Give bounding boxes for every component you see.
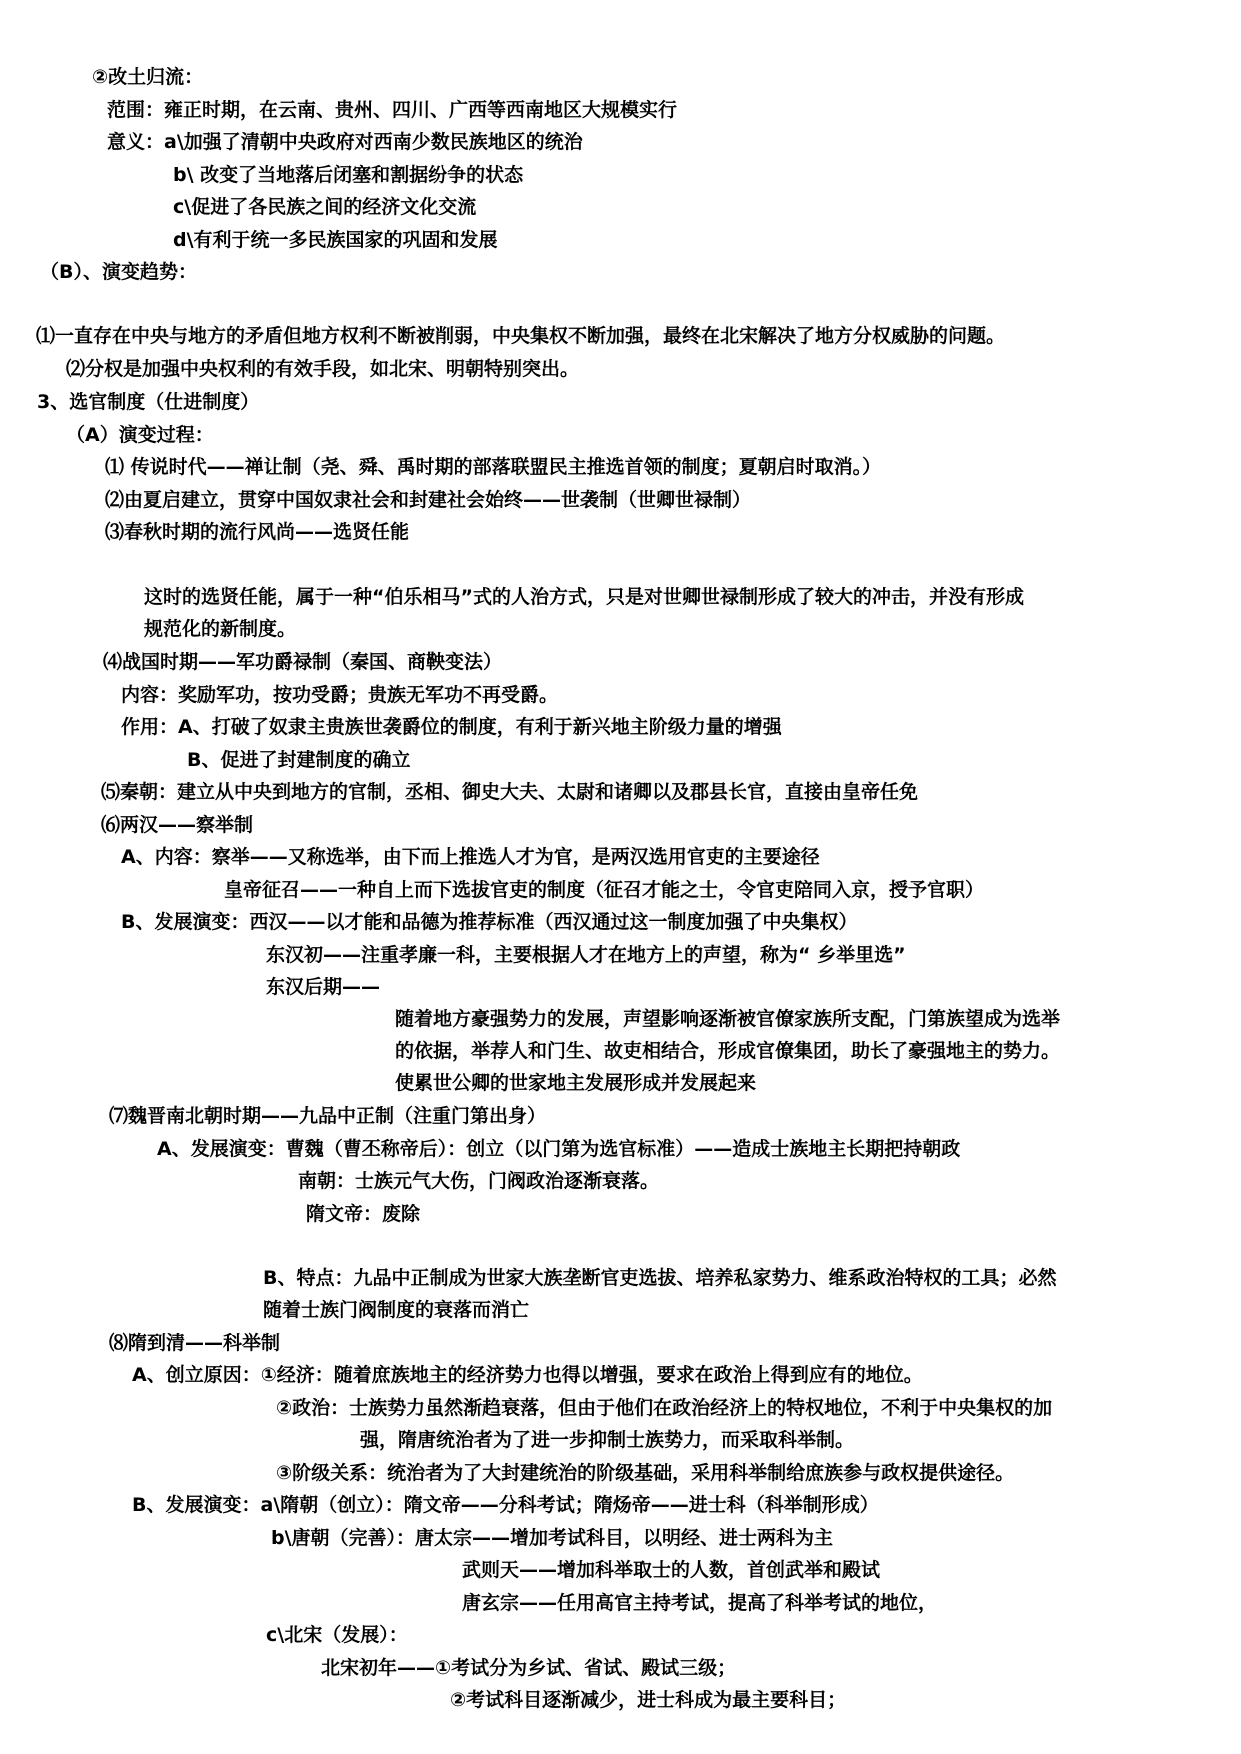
text-line: 北宋初年——①考试分为乡试、省试、殿试三级；: [321, 1657, 737, 1679]
text-line: B、促进了封建制度的确立: [187, 749, 411, 771]
text-line: ⑸秦朝：建立从中央到地方的官制，丞相、御史大夫、太尉和诸卿以及郡县长官，直接由皇帝任免: [101, 781, 919, 803]
text-line: 作用：A、打破了奴隶主贵族世袭爵位的制度，有利于新兴地主阶级力量的增强: [121, 716, 782, 738]
text-line: 内容：奖励军功，按功受爵；贵族无军功不再受爵。: [121, 684, 559, 706]
text-line: ⑻隋到清——科举制: [109, 1332, 281, 1354]
text-line: ⑴ 传说时代——禅让制（尧、舜、禹时期的部落联盟民主推选首领的制度；夏朝启时取消。）: [105, 456, 882, 478]
text-line: ⑹两汉——察举制: [101, 814, 254, 836]
text-line: 这时的选贤任能，属于一种“伯乐相马”式的人治方式，只是对世卿世禄制形成了较大的冲击，并没有形成: [144, 586, 1024, 608]
text-line: 使累世公卿的世家地主发展形成并发展起来: [395, 1072, 757, 1094]
text-line: 强，隋唐统治者为了进一步抑制士族势力，而采取科举制。: [360, 1429, 855, 1451]
text-line: （B）、演变趋势：: [40, 261, 197, 283]
text-line: ③阶级关系：统治者为了大封建统治的阶级基础，采用科举制给庶族参与政权提供途径。: [276, 1462, 1015, 1484]
text-line: 东汉后期——: [266, 976, 381, 998]
text-line: 唐玄宗——任用高官主持考试，提高了科举考试的地位，: [462, 1592, 938, 1614]
text-line: B、发展演变：西汉——以才能和品德为推荐标准（西汉通过这一制度加强了中央集权）: [121, 911, 858, 933]
text-line: 皇帝征召——一种自上而下选拔官吏的制度（征召才能之士，令官吏陪同入京，授予官职）: [224, 879, 985, 901]
text-line: ⑷战国时期——军功爵禄制（秦国、商鞅变法）: [103, 651, 503, 673]
text-line: ⑴一直存在中央与地方的矛盾但地方权利不断被削弱，中央集权不断加强，最终在北宋解决了地方分权威胁的问题。: [36, 325, 1006, 347]
text-line: b\唐朝（完善）：唐太宗——增加考试科目，以明经、进士两科为主: [271, 1527, 834, 1549]
text-line: ⑵由夏启建立，贯穿中国奴隶社会和封建社会始终——世袭制（世卿世禄制）: [105, 489, 752, 511]
text-line: 武则天——增加科举取士的人数，首创武举和殿试: [462, 1559, 881, 1581]
text-line: 随着士族门阀制度的衰落而消亡: [263, 1299, 530, 1321]
text-line: ⑺魏晋南北朝时期——九品中正制（注重门第出身）: [109, 1105, 547, 1127]
text-line: d\有利于统一多民族国家的巩固和发展: [173, 229, 498, 251]
section-heading: 3、选官制度（仕进制度）: [37, 391, 260, 413]
text-line: B、特点：九品中正制成为世家大族垄断官吏选拔、培养私家势力、维系政治特权的工具；必然: [263, 1267, 1057, 1289]
text-line: c\促进了各民族之间的经济文化交流: [173, 196, 477, 218]
text-line: ⑶春秋时期的流行风尚——选贤任能: [105, 521, 410, 543]
text-line: A、内容：察举——又称选举，由下而上推选人才为官，是两汉选用官吏的主要途径: [121, 846, 820, 868]
text-line: B、发展演变：a\隋朝（创立）：隋文帝——分科考试；隋炀帝——进士科（科举制形成）: [132, 1494, 879, 1516]
text-line: ⑵分权是加强中央权利的有效手段，如北宋、明朝特别突出。: [66, 358, 580, 380]
text-line: 范围：雍正时期，在云南、贵州、四川、广西等西南地区大规模实行: [107, 99, 678, 121]
text-line: A、创立原因：①经济：随着庶族地主的经济势力也得以增强，要求在政治上得到应有的地位。: [132, 1364, 923, 1386]
text-line: 规范化的新制度。: [144, 618, 297, 640]
text-line: 隋文帝：废除: [306, 1203, 421, 1225]
text-line: ②改土归流：: [92, 66, 204, 88]
text-line: （A）演变过程：: [66, 424, 214, 446]
text-line: 随着地方豪强势力的发展，声望影响逐渐被官僚家族所支配，门第族望成为选举: [395, 1008, 1061, 1030]
text-line: 东汉初——注重孝廉一科，主要根据人才在地方上的声望，称为“ 乡举里选”: [266, 944, 906, 966]
text-line: ②政治：士族势力虽然渐趋衰落，但由于他们在政治经济上的特权地位，不利于中央集权的加: [276, 1397, 1053, 1419]
text-line: ②考试科目逐渐减少，进士科成为最主要科目；: [450, 1689, 847, 1711]
text-line: c\北宋（发展）：: [266, 1624, 408, 1646]
text-line: 南朝：士族元气大伤，门阀政治逐渐衰落。: [298, 1170, 660, 1192]
text-line: 意义：a\加强了清朝中央政府对西南少数民族地区的统治: [107, 131, 583, 153]
text-line: 的依据，举荐人和门生、故吏相结合，形成官僚集团，助长了豪强地主的势力。: [395, 1040, 1061, 1062]
text-line: b\ 改变了当地落后闭塞和割据纷争的状态: [173, 164, 524, 186]
text-line: A、发展演变：曹魏（曹丕称帝后）：创立（以门第为选官标准）——造成士族地主长期把持朝政: [157, 1138, 961, 1160]
